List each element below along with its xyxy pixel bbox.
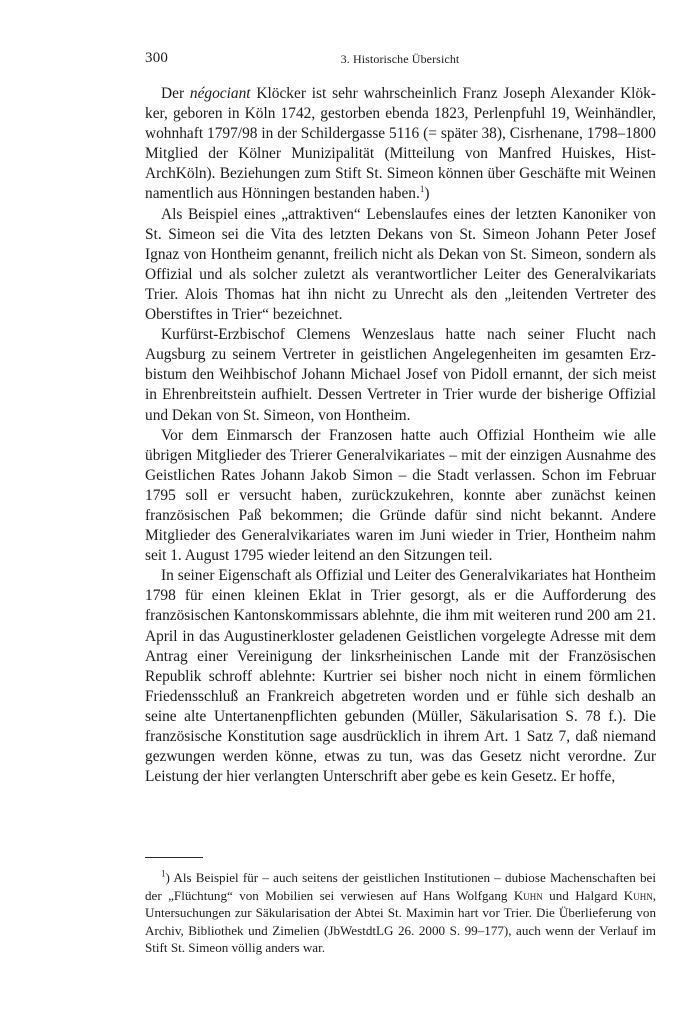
footnote-reference[interactable]: 1 bbox=[419, 184, 425, 195]
footnote-segment: , Untersuchungen zur Säkularisation der Abtei St. Maximin hart vor Trier. Die Überlieferung von Archiv, Bibliothek und Zimelien (JbWestdtLG 26. 2000 S. 99–177), auch wenn der Verlauf im Stift St. Simeon völlig anders war. bbox=[145, 887, 656, 955]
paragraph: In seiner Eigenschaft als Offizial und Leiter des Generalvikariates hat Hontheim 1798 für einen kleinen Eklat in Trier gesorgt, als er die Aufforderung des französischen Kantonskommissars ablehnte, die ihm mit weiteren rund 200 am 21. April in das Augustinerkloster geladenen Geistlichen vorgelegte Adresse mit dem Antrag einer Vereinigung der linksrheinischen Lande mit der Französischen Republik schroff ablehnte: Kurtrier sei bisher noch nicht in einem förmlichen Friedensschluß an Frankreich abgetreten worden und er fühle sich deshalb an seine alte Untertanenpflichten gebunden (Müller, Säkularisation S. 78 f.). Die französische Konstitution sage ausdrücklich in ihrem Art. 1 Satz 7, daß niemand gezwungen werden könne, etwas zu tun, was das Gesetz nicht verordne. Zur Leistung der hier verlangten Unterschrift aber gebe es kein Gesetz. Er hoffe, bbox=[145, 567, 656, 786]
page-number: 300 bbox=[145, 50, 169, 66]
paragraph-text: ) bbox=[424, 185, 430, 203]
author-name: Kuhn bbox=[623, 887, 653, 903]
running-head: 3. Historische Übersicht bbox=[340, 52, 460, 66]
footnote-segment: und Halgard bbox=[542, 887, 624, 903]
paragraph-text: Klöcker ist sehr wahrscheinlich Franz Joseph Alexander Klökker, geboren in Köln 1742, gestorben ebenda 1823, Perlenpfuhl 19, Weinhändler, wohnhaft 1797/98 in der Schildergasse 5116 (= später 38), Cisrhenane, 1798–1800 Mitglied der Kölner Munizipalität (Mitteilung von Manfred Huiskes, Hist-ArchKöln). Beziehungen zum Stift St. Simeon können über Geschäfte mit Weinen namentlich aus Hönningen bestanden haben. bbox=[145, 85, 656, 203]
footnote-marker: 1 bbox=[161, 868, 166, 879]
footnote-text bbox=[145, 869, 656, 957]
footnote bbox=[145, 869, 656, 957]
page-header bbox=[145, 50, 655, 70]
footnote-divider bbox=[145, 857, 203, 858]
paragraph-text: Der bbox=[161, 85, 190, 102]
paragraph bbox=[145, 84, 656, 205]
author-name: Kuhn bbox=[513, 887, 543, 903]
footnote-segment: ) Als Beispiel für – auch seitens der geistlichen Institutionen – dubiose Machenschaften bei der „Flüchtung“ von Mobilien sei verwiesen auf Hans Wolfgang bbox=[145, 870, 656, 903]
paragraph: Kurfürst-Erzbischof Clemens Wenzeslaus hatte nach seiner Flucht nach Augsburg zu seinem Vertreter in geistlichen Angelegenheiten im gesamten Erzbistum den Weihbischof Johann Michael Josef von Pidoll ernannt, der sich meist in Ehrenbreitstein aufhielt. Dessen Vertreter in Trier wurde der bisherige Offizial und Dekan von St. Simeon, von Hontheim. bbox=[145, 326, 656, 424]
italic-term: négociant bbox=[189, 85, 251, 102]
body-text bbox=[145, 84, 656, 787]
paragraph: Als Beispiel eines „attraktiven“ Lebenslaufes eines der letzten Kanoniker von St. Simeon sei die Vita des letzten Dekans von St. Simeon Johann Peter Josef Ignaz von Hontheim genannt, freilich nicht als Dekan von St. Simeon, sondern als Offizial und als solcher zuletzt als verantwortlicher Leiter des Generalvikariats Trier. Alois Thomas hat ihn nicht zu Unrecht als den „leitenden Vertreter des Oberstiftes in Trier“ bezeichnet. bbox=[145, 205, 656, 324]
paragraph: Vor dem Einmarsch der Franzosen hatte auch Offizial Hontheim wie alle übrigen Mitglieder des Trierer Generalvikariates – mit der einzigen Ausnahme des Geistlichen Rates Johann Jakob Simon – die Stadt verlassen. Schon im Februar 1795 soll er versucht haben, zurückzukehren, konnte aber zunächst keinen französischen Paß bekommen; die Gründe dafür sind nicht bekannt. Andere Mitglieder des Generalvikariates waren im Juni wieder in Trier, Hontheim nahm seit 1. August 1795 wieder leitend an den Sitzungen teil. bbox=[145, 426, 656, 565]
